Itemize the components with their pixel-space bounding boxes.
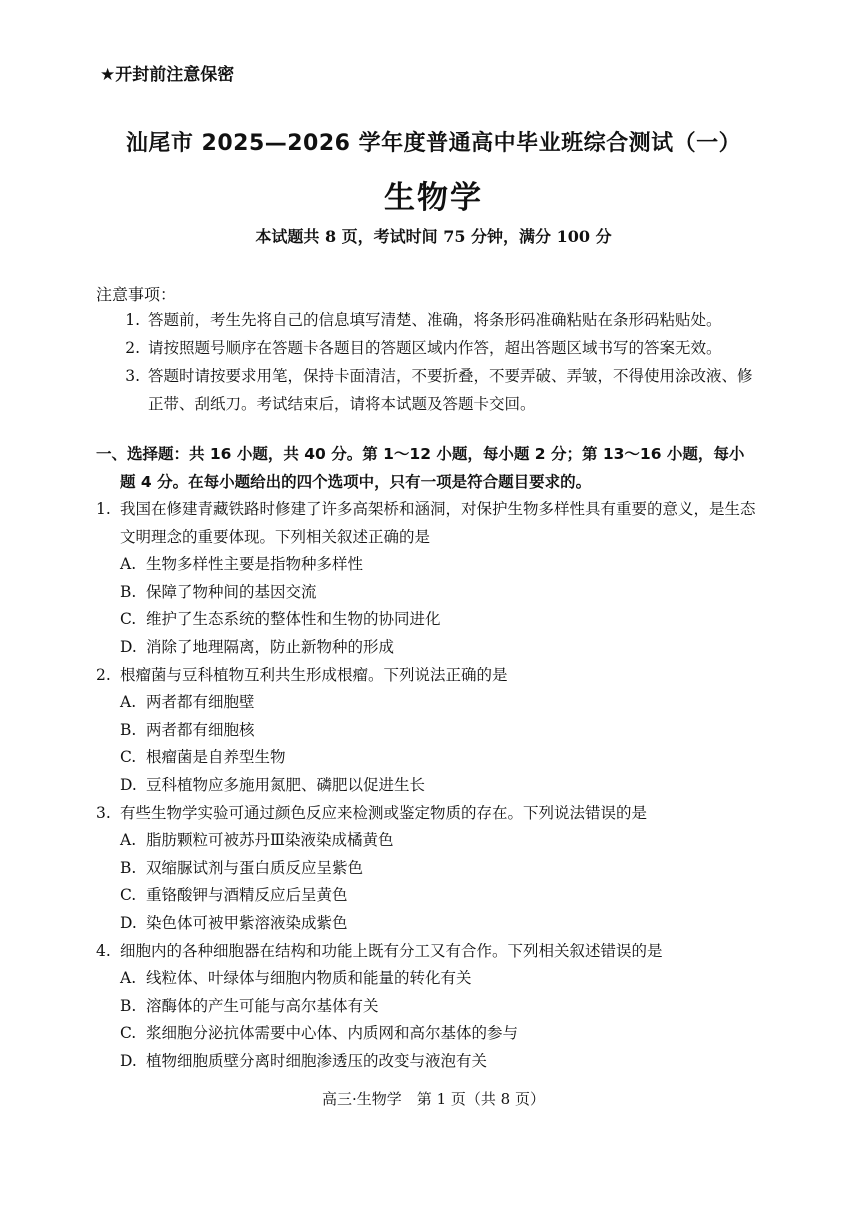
notice-item: [96, 362, 756, 418]
question-number: 4.: [96, 941, 111, 960]
exam-info: 本试题共 8 页，考试时间 75 分钟，满分 100 分: [255, 227, 612, 246]
option-b: [96, 717, 756, 745]
option-text: 生物多样性主要是指物种多样性: [146, 555, 364, 574]
notice-list: [96, 306, 756, 418]
option-label: C.: [120, 748, 137, 767]
notice-item-number: 2.: [125, 339, 140, 357]
question-3: [96, 800, 756, 938]
option-text: 根瘤菌是自养型生物: [146, 748, 286, 767]
option-text: 脂肪颗粒可被苏丹Ⅲ染液染成橘黄色: [146, 831, 394, 850]
question-stem: [96, 662, 756, 690]
option-a: [96, 689, 756, 717]
option-text: 保障了物种间的基因交流: [146, 582, 317, 601]
option-text: 豆科植物应多施用氮肥、磷肥以促进生长: [146, 775, 426, 794]
section-heading: [96, 440, 756, 496]
option-d: [96, 772, 756, 800]
option-label: A.: [120, 831, 137, 850]
question-4: [96, 938, 756, 1076]
option-c: [96, 606, 756, 634]
option-label: B.: [120, 582, 137, 601]
question-stem: [96, 938, 756, 966]
option-a: [96, 827, 756, 855]
option-c: [96, 882, 756, 910]
option-a: [96, 551, 756, 579]
option-text: 植物细胞质壁分离时细胞渗透压的改变与液泡有关: [146, 1051, 488, 1070]
exam-title: 汕尾市 2025—2026 学年度普通高中毕业班综合测试（一）: [125, 131, 742, 156]
question-number: 3.: [96, 803, 111, 822]
notice-item: [96, 306, 756, 334]
option-d: [96, 910, 756, 938]
option-text: 溶酶体的产生可能与高尔基体有关: [146, 996, 379, 1015]
option-text: 两者都有细胞核: [146, 720, 255, 739]
option-a: [96, 965, 756, 993]
option-text: 染色体可被甲紫溶液染成紫色: [146, 913, 348, 932]
question-stem: [96, 496, 756, 551]
option-label: D.: [120, 913, 137, 932]
option-label: A.: [120, 693, 137, 712]
section-heading-line1: 一、选择题：共 16 小题，共 40 分。第 1～12 小题，每小题 2 分；第 13～16 小题，每小: [96, 445, 745, 463]
option-label: D.: [120, 1051, 137, 1070]
option-label: B.: [120, 858, 137, 877]
option-d: [96, 1048, 756, 1076]
question-list: [96, 496, 756, 1075]
notice-item-number: 1.: [125, 311, 140, 329]
option-text: 维护了生态系统的整体性和生物的协同进化: [146, 610, 441, 629]
question-1: [96, 496, 756, 662]
question-text: 有些生物学实验可通过颜色反应来检测或鉴定物质的存在。下列说法错误的是: [120, 803, 648, 822]
option-label: C.: [120, 886, 137, 905]
question-number: 2.: [96, 665, 111, 684]
option-text: 线粒体、叶绿体与细胞内物质和能量的转化有关: [146, 969, 472, 988]
confidential-notice: ★开封前注意保密: [100, 65, 235, 85]
option-label: B.: [120, 720, 137, 739]
option-text: 消除了地理隔离，防止新物种的形成: [146, 637, 395, 656]
notice-item: [96, 334, 756, 362]
question-text: 我国在修建青藏铁路时修建了许多高架桥和涵洞，对保护生物多样性具有重要的意义，是生态文明理念的重要体现。下列相关叙述正确的是: [120, 500, 756, 546]
option-b: [96, 993, 756, 1021]
option-label: B.: [120, 996, 137, 1015]
option-c: [96, 1020, 756, 1048]
question-text: 根瘤菌与豆科植物互利共生形成根瘤。下列说法正确的是: [120, 665, 508, 684]
notice-heading: 注意事项：: [96, 285, 177, 304]
option-text: 双缩脲试剂与蛋白质反应呈紫色: [146, 858, 364, 877]
option-b: [96, 855, 756, 883]
page-footer: 高三·生物学 第 1 页（共 8 页）: [322, 1090, 545, 1108]
notice-item-text: 答题时请按要求用笔，保持卡面清洁，不要折叠，不要弄破、弄皱，不得使用涂改液、修正带、刮纸刀。考试结束后，请将本试题及答题卡交回。: [148, 367, 753, 413]
section-heading-line2: 题 4 分。在每小题给出的四个选项中，只有一项是符合题目要求的。: [120, 473, 592, 491]
option-label: D.: [120, 775, 137, 794]
option-label: A.: [120, 555, 137, 574]
notice-item-text: 请按照题号顺序在答题卡各题目的答题区域内作答，超出答题区域书写的答案无效。: [148, 339, 722, 357]
notice-item-number: 3.: [125, 367, 140, 385]
option-d: [96, 634, 756, 662]
option-b: [96, 579, 756, 607]
option-text: 重铬酸钾与酒精反应后呈黄色: [146, 886, 348, 905]
question-stem: [96, 800, 756, 828]
option-label: A.: [120, 969, 137, 988]
option-text: 两者都有细胞壁: [146, 693, 255, 712]
question-text: 细胞内的各种细胞器在结构和功能上既有分工又有合作。下列相关叙述错误的是: [120, 941, 663, 960]
option-label: C.: [120, 1024, 137, 1043]
question-number: 1.: [96, 500, 111, 518]
notice-item-text: 答题前，考生先将自己的信息填写清楚、准确，将条形码准确粘贴在条形码粘贴处。: [148, 311, 722, 329]
question-2: [96, 662, 756, 800]
subject-title: 生物学: [384, 180, 483, 216]
option-label: C.: [120, 610, 137, 629]
option-label: D.: [120, 637, 137, 656]
option-text: 浆细胞分泌抗体需要中心体、内质网和高尔基体的参与: [146, 1024, 519, 1043]
option-c: [96, 744, 756, 772]
